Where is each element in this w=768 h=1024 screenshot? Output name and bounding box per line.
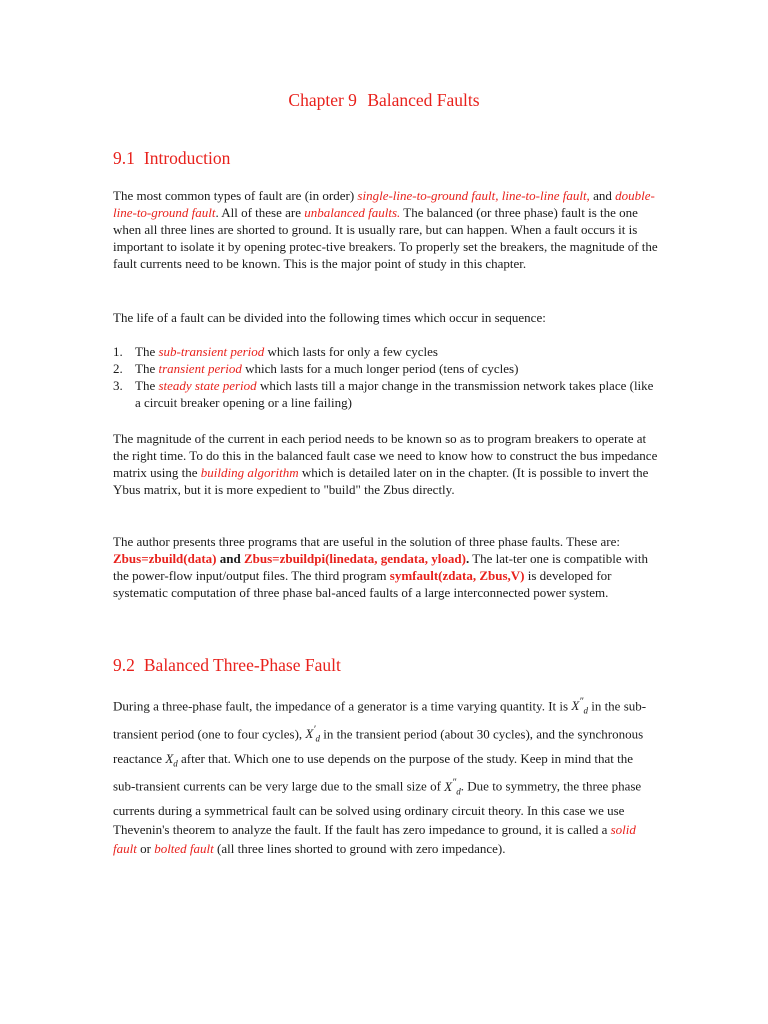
text-span: which lasts for a much longer period (tens of cycles) (241, 361, 519, 376)
period-highlight: transient period (158, 361, 242, 376)
list-number: 2. (113, 361, 123, 376)
text-span: in the sub-transient period (one to four cycles), (113, 698, 647, 742)
list-item (113, 377, 658, 411)
fault-paragraph (113, 693, 658, 858)
solid-fault-highlight: solid fault (113, 822, 636, 857)
section-title: Introduction (143, 148, 231, 168)
chapter-number: Chapter 9 (288, 90, 357, 110)
chapter-name: Balanced Faults (367, 90, 480, 110)
chapter-title (0, 90, 768, 111)
symbol-sub: d (583, 705, 588, 716)
text-span: The (135, 361, 159, 376)
intro-paragraph-2: The life of a fault can be divided into the following times which occur in sequence: (113, 310, 546, 325)
section-heading-9-2 (113, 655, 341, 676)
double-line-fault-highlight: double-line-to-ground fault (113, 188, 655, 220)
bolted-fault-highlight: bolted fault (154, 841, 214, 857)
text-span: The (135, 344, 159, 359)
text-span: which lasts for only a few cycles (264, 344, 438, 359)
symbol-prime: ″ (452, 777, 457, 789)
intro-paragraph-4 (113, 533, 658, 601)
section-number: 9.1 (113, 148, 135, 168)
text-span: in the transient period (about 30 cycles), and the synchronous reactance (113, 726, 644, 766)
symbol-sub: d (456, 786, 461, 797)
text-span: and (589, 188, 616, 203)
text-span: During a three-phase fault, the impedance of a generator is a time varying quantity. It is (113, 698, 569, 714)
list-item (113, 360, 658, 377)
symbol-prime: ′ (313, 724, 316, 736)
symfault-program: symfault(zdata, Zbus,V) (389, 568, 525, 583)
text-span: . (465, 551, 470, 566)
fault-period-list (113, 343, 658, 411)
subtransient-reactance-symbol (571, 697, 588, 716)
text-span: after that. Which one to use depends on the purpose of the study. Keep in mind that the sub-transient currents can be very large due to the small size of (113, 750, 634, 794)
symbol-base: X (571, 698, 580, 714)
intro-paragraph-1 (113, 187, 658, 272)
list-number: 3. (113, 378, 123, 393)
intro-paragraph-3 (113, 430, 658, 498)
symbol-sub: d (173, 758, 178, 769)
unbalanced-faults-highlight: unbalanced faults. (304, 205, 401, 220)
period-highlight: sub-transient period (158, 344, 265, 359)
text-span: (all three lines shorted to ground with zero impedance). (213, 841, 506, 857)
text-span: The most common types of fault are (in order) (113, 188, 358, 203)
symbol-prime: ″ (579, 697, 584, 708)
subtransient-reactance-symbol (444, 777, 461, 797)
zbuild-program: Zbus=zbuild(data) (113, 551, 217, 566)
text-span: The magnitude of the current in each period needs to be known so as to program breakers to operate at the right time. To do this in the balanced fault case we need to know how to construct the bus impedance matrix using the (113, 431, 658, 480)
text-span: The balanced (or three phase) fault is the one when all three lines are shorted to ground. It is usually rare, but can happen. When a fault occurs it is important to isolate it by opening protec-tive breakers. To properly set the breakers, the magnitude of the fault currents need to be known. This is the major point of study in this chapter. (113, 205, 658, 271)
text-span: and (216, 551, 244, 566)
symbol-base: X (165, 750, 174, 766)
text-span: The (135, 378, 159, 393)
symbol-base: X (305, 726, 314, 742)
symbol-base: X (444, 778, 453, 794)
section-number: 9.2 (113, 655, 135, 675)
building-algorithm-highlight: building algorithm (200, 465, 299, 480)
section-heading-9-1 (113, 148, 230, 169)
text-span: which is detailed later on in the chapter. (It is possible to invert the Ybus matrix, but it is more expedient to "build" the Zbus directly. (113, 465, 649, 497)
text-span: . All of these are (215, 205, 305, 220)
section-title: Balanced Three-Phase Fault (143, 655, 341, 675)
transient-reactance-symbol (305, 724, 321, 744)
text-span: The lat-ter one is compatible with the power-flow input/output files. The third program (113, 551, 649, 583)
text-span: which lasts till a major change in the transmission network takes place (like a circuit breaker opening or a line failing) (135, 378, 654, 410)
symbol-sub: d (315, 733, 321, 744)
list-number: 1. (113, 344, 123, 359)
text-span: is developed for systematic computation of three phase bal-anced faults of a large interconnected power system. (113, 568, 612, 600)
text-span: The author presents three programs that are useful in the solution of three phase faults. These are: (113, 534, 620, 549)
text-span: . Due to symmetry, the three phase currents during a symmetrical fault can be solved using ordinary circuit theory. In this case we use Thevenin's theorem to analyze the fault. If the fault has zero impedance to ground, it is called a (113, 778, 642, 838)
text-span: or (136, 841, 155, 857)
period-highlight: steady state period (158, 378, 257, 393)
fault-types-highlight: single-line-to-ground fault, line-to-line fault, (357, 188, 590, 203)
synchronous-reactance-symbol (165, 750, 178, 769)
list-item (113, 343, 658, 360)
zbuildpi-program: Zbus=zbuildpi(linedata, gendata, yload) (243, 551, 466, 566)
